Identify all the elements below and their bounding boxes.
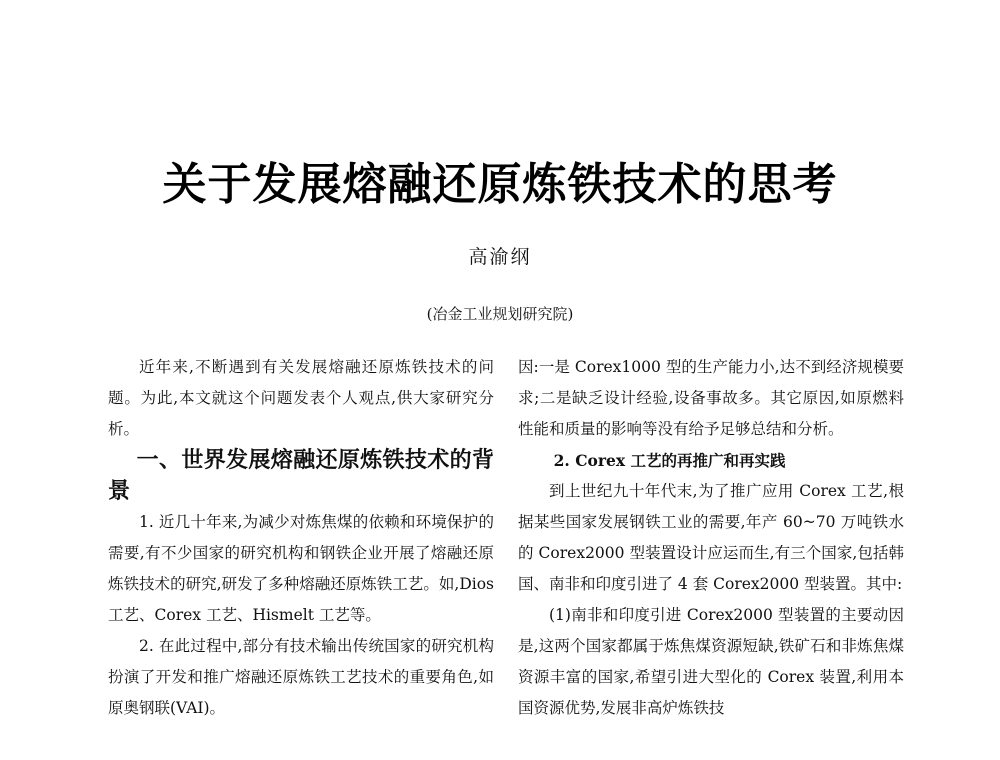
body-paragraph: 因:一是 Corex1000 型的生产能力小,达不到经济规模要求;二是缺乏设计经验,设备事故多。其它原因,如原燃料性能和质量的影响等没有给予足够总结和分析。 — [518, 358, 904, 438]
author-name: 高渝纲 — [468, 246, 532, 268]
subsection-heading: 2. Corex 工艺的再推广和再实践 — [553, 451, 786, 470]
body-paragraph: 1. 近几十年来,为减少对炼焦煤的依赖和环境保护的需要,有不少国家的研究机构和钢铁企业开展了熔融还原炼铁技术的研究,研发了多种熔融还原炼铁工艺。如,Dios 工艺、Corex 工艺、Hismelt 工艺等。 — [108, 513, 494, 624]
left-column — [108, 352, 494, 724]
body-paragraph: 2. 在此过程中,部分有技术输出传统国家的研究机构扮演了开发和推广熔融还原炼铁工艺技术的重要角色,如原奥钢联(VAI)。 — [108, 637, 494, 717]
intro-paragraph: 近年来,不断遇到有关发展熔融还原炼铁技术的问题。为此,本文就这个问题发表个人观点,供大家研究分析。 — [108, 358, 494, 438]
right-column — [518, 352, 904, 724]
author-affiliation: (冶金工业规划研究院) — [426, 305, 574, 323]
paper-title: 关于发展熔融还原炼铁技术的思考 — [162, 159, 838, 210]
body-paragraph: 到上世纪九十年代末,为了推广应用 Corex 工艺,根据某些国家发展钢铁工业的需要,年产 60~70 万吨铁水的 Corex2000 型装置设计应运而生,有三个国家,包括韩国、南非和印度引进了 4 套 Corex2000 型装置。其中: — [518, 482, 904, 593]
section-heading: 一、世界发展熔融还原炼铁技术的背景 — [108, 447, 494, 504]
body-paragraph: (1)南非和印度引进 Corex2000 型装置的主要动因是,这两个国家都属于炼焦煤资源短缺,铁矿石和非炼焦煤资源丰富的国家,希望引进大型化的 Corex 装置,利用本国资源优势,发展非高炉炼铁技 — [518, 606, 904, 717]
